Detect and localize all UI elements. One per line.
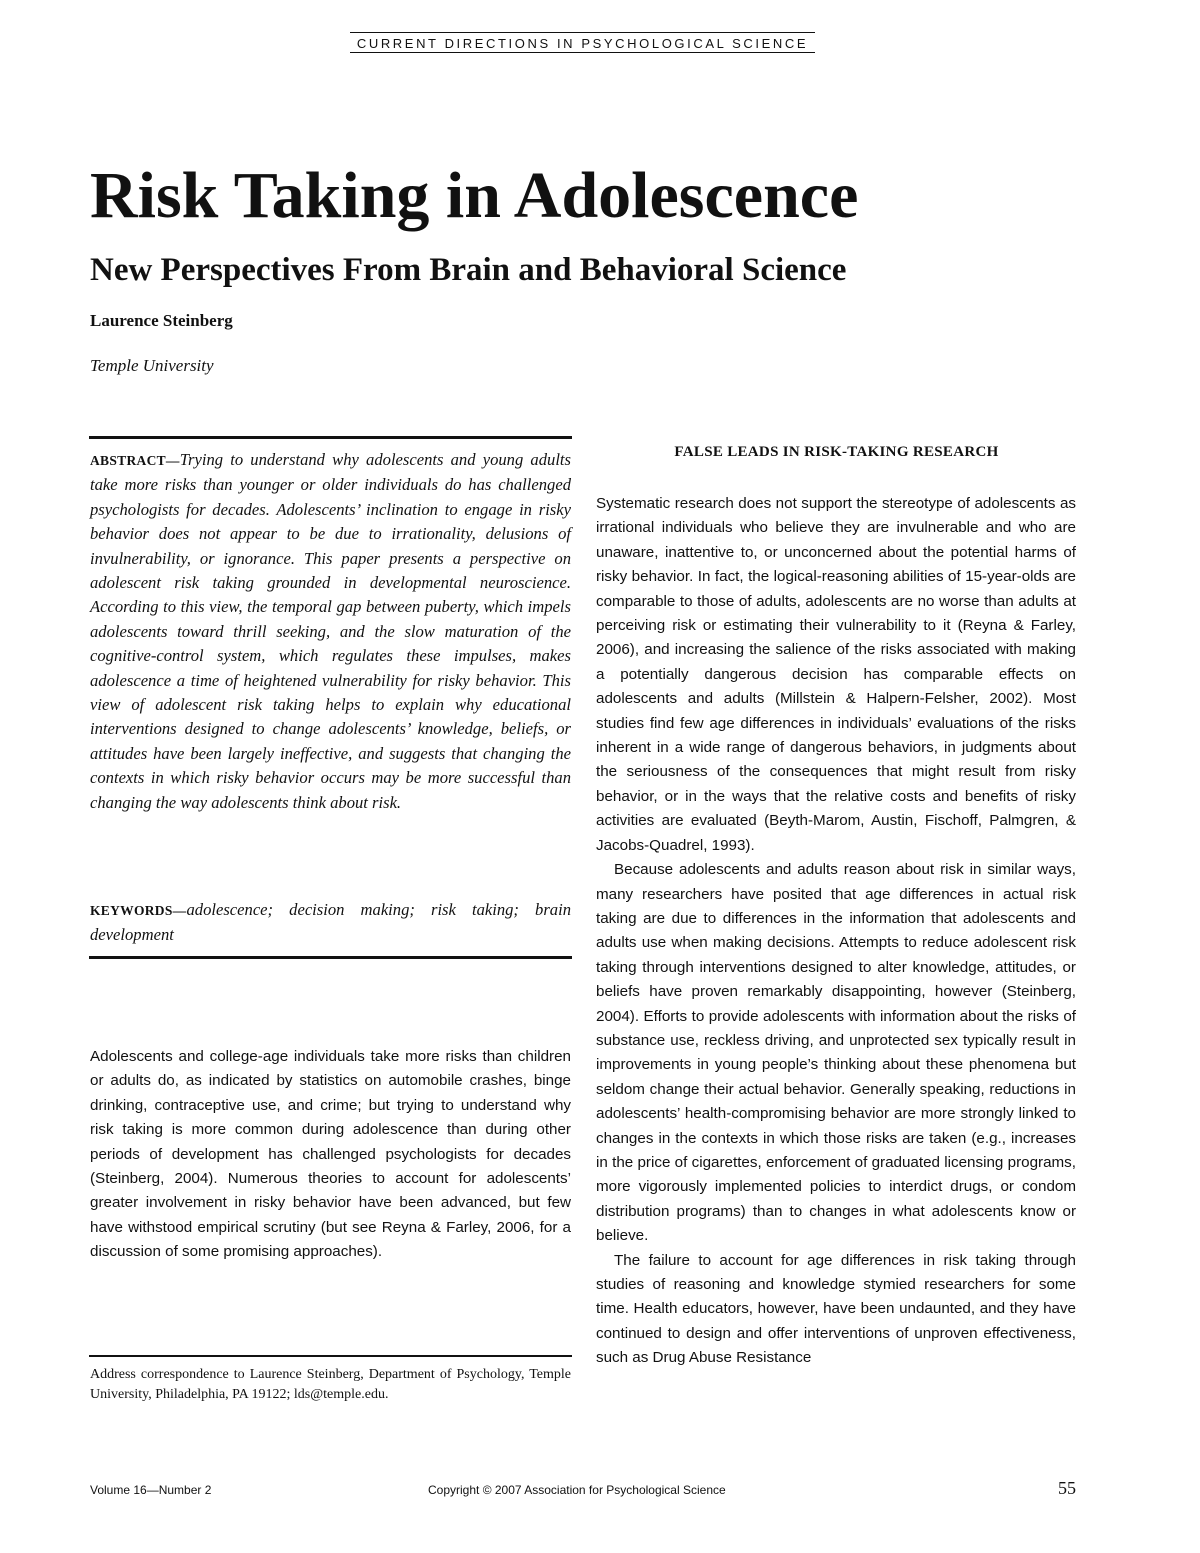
footnote-rule [89,1355,572,1357]
header-rule-top [350,32,815,33]
author-affiliation: Temple University [90,356,214,375]
correspondence-footnote: Address correspondence to Laurence Steinberg, Department of Psychology, Temple University, Philadelphia, PA 19122; lds@temple.edu. [90,1367,571,1402]
keywords-label: KEYWORDS— [90,903,187,918]
section-paragraph: Systematic research does not support the stereotype of adolescents as irrational individuals who believe they are invulnerable and who are unaware, inattentive to, or unconcerned about the potential harms of risky behavior. In fact, the logical-reasoning abilities of 15-year-olds are comparable to those of adults, adolescents are no worse than adults at perceiving risk or estimating their vulnerability to it (Reyna & Farley, 2006), and increasing the salience of the risks associated with making a potentially dangerous decision has comparable effects on adolescents and adults (Millstein & Halpern-Felsher, 2002). Most studies find few age differences in individuals’ evaluations of the risks inherent in a wide range of dangerous behaviors, in judgments about the seriousness of the consequences that might result from risky behavior, or in the ways that the relative costs and benefits of risky activities are evaluated (Beyth-Marom, Austin, Fischoff, Palmgren, & Jacobs-Quadrel, 1993). [596,495,1076,854]
intro-paragraph: Adolescents and college-age individuals take more risks than children or adults do, as indicated by statistics on automobile crashes, binge drinking, contraceptive use, and crime; but trying to understand why risk taking is more common during adolescence than during other periods of development has challenged psychologists for decades (Steinberg, 2004). Numerous theories to account for adolescents’ greater involvement in risky behavior have been advanced, but few have withstood empirical scrutiny (but see Reyna & Farley, 2006, for a discussion of some promising approaches). [90,1048,571,1261]
abstract-text: Trying to understand why adolescents and young adults take more risks than younger or older individuals do has challenged psychologists for decades. Adolescents’ inclination to engage in risky behavior does not appear to be due to irrationality, delusions of invulnerability, or ignorance. This paper presents a perspective on adolescent risk taking grounded in developmental neuroscience. According to this view, the temporal gap between puberty, which impels adolescents toward thrill seeking, and the slow maturation of the cognitive-control system, which regulates these impulses, makes adolescence a time of heightened vulnerability for risky behavior. This view of adolescent risk taking helps to explain why educational interventions designed to change adolescents’ knowledge, beliefs, or attitudes have been largely ineffective, and suggests that changing the contexts in which risky behavior occurs may be more successful than changing the way adolescents think about risk. [90,450,571,812]
abstract [90,448,571,815]
copyright-notice: Copyright © 2007 Association for Psychological Science [428,1483,726,1497]
journal-name: CURRENT DIRECTIONS IN PSYCHOLOGICAL SCIENCE [356,36,809,51]
page-number: 55 [1058,1478,1076,1498]
abstract-rule-top [89,436,572,439]
abstract-label: ABSTRACT— [90,453,180,468]
abstract-rule-bottom [89,956,572,959]
header-rule-bottom [350,52,815,53]
author-name: Laurence Steinberg [90,311,233,330]
article-title: Risk Taking in Adolescence [90,159,859,232]
section-body [596,492,1076,1371]
section-paragraph: The failure to account for age differences in risk taking through studies of reasoning and knowledge stymied researchers for some time. Health educators, however, have been undaunted, and they have continued to design and offer interventions of unproven effectiveness, such as Drug Abuse Resistance [596,1251,1076,1367]
article-subtitle: New Perspectives From Brain and Behavioral Science [90,252,847,288]
section-paragraph: Because adolescents and adults reason about risk in similar ways, many researchers have posited that age differences in actual risk taking are due to differences in the information that adolescents and adults use when making decisions. Attempts to reduce adolescent risk taking through interventions designed to alter knowledge, attitudes, or beliefs have proven remarkably disappointing, however (Steinberg, 2004). Efforts to provide adolescents with information about the risks of substance use, reckless driving, and unprotected sex typically result in improvements in young people’s thinking about these phenomena but seldom change their actual behavior. Generally speaking, reductions in adolescents’ health-compromising behavior are more strongly linked to changes in the contexts in which those risks are taken (e.g., increases in the price of cigarettes, enforcement of graduated licensing programs, more vigorously implemented policies to interdict drugs, or condom distribution programs) than to changes in what adolescents know or believe. [596,861,1076,1245]
section-heading: FALSE LEADS IN RISK-TAKING RESEARCH [674,444,999,460]
keywords-text: adolescence; decision making; risk taking; brain development [90,900,571,945]
keywords [90,898,571,948]
volume-info: Volume 16—Number 2 [90,1483,212,1497]
